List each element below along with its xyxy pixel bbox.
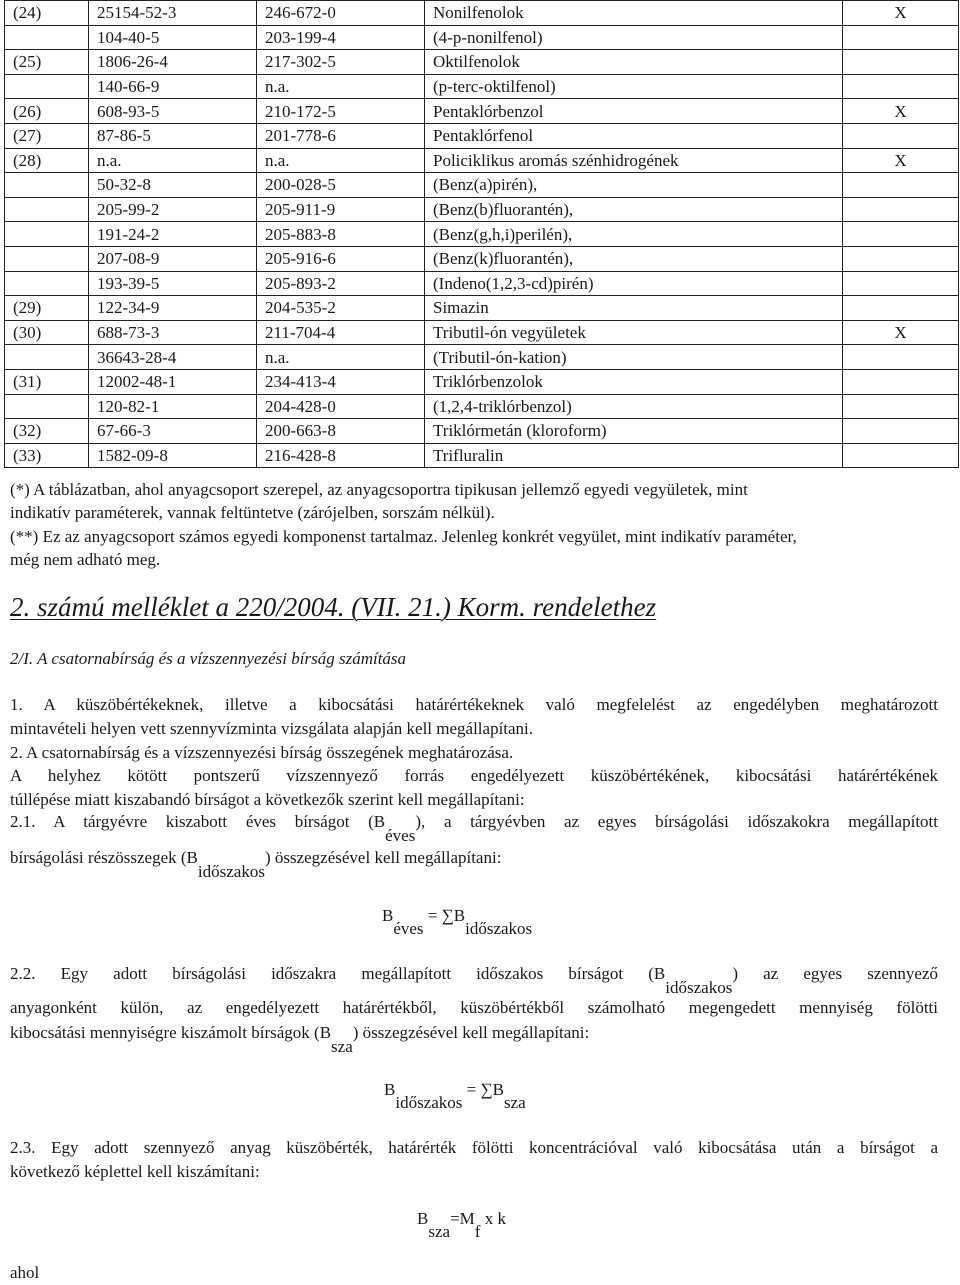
paragraph-2-3-line-2: következő képlettel kell kiszámítani: (10, 1161, 260, 1181)
priority-mark-cell (843, 345, 959, 370)
row-number-cell (5, 345, 89, 370)
row-number-cell (5, 74, 89, 99)
substance-name-cell: (p-terc-oktilfenol) (425, 74, 843, 99)
paragraph-2-2-text-d: ) összegzésével kell megállapítani: (352, 1023, 590, 1042)
eu-number-cell: 217-302-5 (257, 50, 425, 75)
cas-number-cell: 87-86-5 (89, 123, 257, 148)
eu-number-cell: 204-428-0 (257, 394, 425, 419)
formula-1-equals-sum: = ∑B (427, 906, 466, 925)
priority-mark-cell: X (843, 99, 959, 124)
substance-name-cell: Trifluralin (425, 443, 843, 468)
table-row (5, 419, 959, 444)
table-row (5, 74, 959, 99)
substance-name-cell: Simazin (425, 296, 843, 321)
priority-mark-cell (843, 443, 959, 468)
footnote-1-line-1: (*) A táblázatban, ahol anyagcsoport szerepel, az anyagcsoportra tipikusan jellemző egyedi vegyületek, mint (10, 480, 748, 499)
eu-number-cell: n.a. (257, 345, 425, 370)
paragraph-2-1-line-1 (10, 810, 938, 845)
paragraph-2-1-justified (10, 810, 938, 845)
paragraph-2-2-line-2 (10, 996, 938, 1020)
formula-b-idoszakos (384, 1080, 526, 1112)
priority-mark-cell (843, 50, 959, 75)
formula-2-equals-sum: = ∑B (466, 1080, 504, 1099)
table-row (5, 1, 959, 26)
b-sza-subscript: sza (331, 1037, 353, 1056)
eu-number-cell: 200-028-5 (257, 173, 425, 198)
table-row (5, 50, 959, 75)
cas-number-cell: 67-66-3 (89, 419, 257, 444)
eu-number-cell: 205-911-9 (257, 197, 425, 222)
cas-number-cell: 140-66-9 (89, 74, 257, 99)
cas-number-cell: 207-08-9 (89, 246, 257, 271)
row-number-cell: (27) (5, 123, 89, 148)
table-row (5, 443, 959, 468)
eu-number-cell: 205-916-6 (257, 246, 425, 271)
table-row (5, 25, 959, 50)
eu-number-cell: 246-672-0 (257, 1, 425, 26)
formula-2-subscript: időszakos (395, 1093, 463, 1112)
eu-number-cell: 203-199-4 (257, 25, 425, 50)
row-number-cell (5, 271, 89, 296)
substance-name-cell: Policiklikus aromás szénhidrogének (425, 148, 843, 173)
eu-number-cell: 210-172-5 (257, 99, 425, 124)
cas-number-cell: 50-32-8 (89, 173, 257, 198)
footnote-1-line-2: indikatív paraméterek, vannak feltüntetve (zárójelben, sorszám nélkül). (10, 503, 495, 522)
table-row (5, 173, 959, 198)
priority-mark-cell: X (843, 1, 959, 26)
table-row (5, 320, 959, 345)
paragraph-1 (10, 693, 938, 740)
paragraph-2-2-text-b: ) az egyes szennyező (732, 964, 938, 983)
footnote-1 (10, 478, 940, 524)
row-number-cell (5, 197, 89, 222)
eu-number-cell: 204-535-2 (257, 296, 425, 321)
row-number-cell: (28) (5, 148, 89, 173)
row-number-cell: (33) (5, 443, 89, 468)
cas-number-cell: 688-73-3 (89, 320, 257, 345)
substance-name-cell: Triklórmetán (kloroform) (425, 419, 843, 444)
substance-name-cell: Pentaklórbenzol (425, 99, 843, 124)
eu-number-cell: 205-893-2 (257, 271, 425, 296)
table-row (5, 345, 959, 370)
table-row (5, 99, 959, 124)
row-number-cell (5, 173, 89, 198)
cas-number-cell: 25154-52-3 (89, 1, 257, 26)
priority-mark-cell (843, 197, 959, 222)
row-number-cell: (29) (5, 296, 89, 321)
substance-name-cell: (1,2,4-triklórbenzol) (425, 394, 843, 419)
priority-mark-cell: X (843, 320, 959, 345)
eu-number-cell: n.a. (257, 74, 425, 99)
table-row (5, 148, 959, 173)
priority-mark-cell (843, 369, 959, 394)
row-number-cell (5, 394, 89, 419)
table-row (5, 123, 959, 148)
table-row (5, 394, 959, 419)
row-number-cell: (25) (5, 50, 89, 75)
paragraph-2-1-text-c: bírságolási részösszegek (B (10, 848, 198, 867)
row-number-cell: (32) (5, 419, 89, 444)
row-number-cell (5, 246, 89, 271)
paragraph-2-1-text-d: ) összegzésével kell megállapítani: (264, 848, 502, 867)
cas-number-cell: 120-82-1 (89, 394, 257, 419)
footnote-2-line-1: (**) Ez az anyagcsoport számos egyedi komponenst tartalmaz. Jelenleg konkrét vegyület, mint indikatív paraméter, (10, 527, 797, 546)
formula-3-subscript: sza (428, 1222, 451, 1241)
eu-number-cell: 200-663-8 (257, 419, 425, 444)
paragraph-2-3-line-1: 2.3. Egy adott szennyező anyag küszöbérték, határérték fölötti koncentrációval való kibocsátása után a bírságot a (10, 1138, 938, 1157)
paragraph-2-2-line-3 (10, 1021, 938, 1056)
cas-number-cell: 205-99-2 (89, 197, 257, 222)
eu-number-cell: 211-704-4 (257, 320, 425, 345)
priority-mark-cell (843, 222, 959, 247)
cas-number-cell: 36643-28-4 (89, 345, 257, 370)
paragraph-2-3 (10, 1136, 938, 1183)
substance-name-cell: (4-p-nonilfenol) (425, 25, 843, 50)
eu-number-cell: 201-778-6 (257, 123, 425, 148)
priority-mark-cell (843, 25, 959, 50)
row-number-cell: (30) (5, 320, 89, 345)
substance-name-cell: Pentaklórfenol (425, 123, 843, 148)
eu-number-cell: 216-428-8 (257, 443, 425, 468)
b-idoszakos-subscript: időszakos (197, 862, 265, 881)
row-number-cell (5, 222, 89, 247)
cas-number-cell: 193-39-5 (89, 271, 257, 296)
formula-2-symbol: B (384, 1080, 396, 1099)
cas-number-cell: 12002-48-1 (89, 369, 257, 394)
paragraph-2-2-text-line-2: anyagonként külön, az engedélyezett határértékből, küszöbértékből számolható megengedett mennyiség fölötti (10, 998, 938, 1017)
formula-3-symbol: B (417, 1209, 429, 1228)
paragraph-3-line-1: A helyhez kötött pontszerű vízszennyező forrás engedélyezett küszöbértékének, kibocsátási határértékének (10, 766, 938, 785)
substance-name-cell: Triklórbenzolok (425, 369, 843, 394)
substance-table-body (5, 1, 959, 468)
paragraph-2-2-justified (10, 962, 938, 997)
priority-mark-cell (843, 123, 959, 148)
table-row (5, 197, 959, 222)
row-number-cell: (26) (5, 99, 89, 124)
cas-number-cell: 608-93-5 (89, 99, 257, 124)
footnote-2 (10, 525, 940, 571)
formula-1-subscript-2: időszakos (465, 919, 533, 938)
formula-3-equals-m: =M (450, 1209, 475, 1228)
priority-mark-cell: X (843, 148, 959, 173)
formula-2-subscript-2: sza (503, 1093, 526, 1112)
eu-number-cell: 205-883-8 (257, 222, 425, 247)
formula-3-subscript-2: f (474, 1222, 481, 1241)
substance-name-cell: (Benz(a)pirén), (425, 173, 843, 198)
formula-b-eves (382, 906, 533, 938)
ahol-label: ahol (10, 1263, 40, 1282)
substance-name-cell: Oktilfenolok (425, 50, 843, 75)
priority-mark-cell (843, 74, 959, 99)
row-number-cell: (24) (5, 1, 89, 26)
formula-1-subscript: éves (393, 919, 424, 938)
paragraph-2-2-text-a: 2.2. Egy adott bírságolási időszakra megállapított időszakos bírságot (B (10, 964, 666, 983)
paragraph-2-2-text-c: kibocsátási mennyiségre kiszámolt bírságok (B (10, 1023, 332, 1042)
cas-number-cell: n.a. (89, 148, 257, 173)
table-row (5, 271, 959, 296)
eu-number-cell: 234-413-4 (257, 369, 425, 394)
priority-mark-cell (843, 173, 959, 198)
formula-3-tail: x k (484, 1209, 506, 1228)
footnote-2-line-2: még nem adható meg. (10, 550, 161, 569)
priority-mark-cell (843, 419, 959, 444)
formula-b-sza (417, 1209, 506, 1241)
paragraph-2-1-line-2 (10, 846, 938, 881)
b-eves-subscript: éves (385, 826, 416, 845)
paragraph-1-line-2: mintavételi helyen vett szennyvízminta vizsgálata alapján kell megállapítani. (10, 718, 534, 738)
cas-number-cell: 122-34-9 (89, 296, 257, 321)
substance-name-cell: (Benz(k)fluorantén), (425, 246, 843, 271)
substance-table (4, 0, 959, 468)
table-row (5, 369, 959, 394)
substance-name-cell: (Indeno(1,2,3-cd)pirén) (425, 271, 843, 296)
paragraph-3 (10, 764, 938, 811)
paragraph-2-2-line-1 (10, 962, 938, 997)
section-title: 2/I. A csatornabírság és a vízszennyezési bírság számítása (10, 649, 407, 668)
priority-mark-cell (843, 246, 959, 271)
cas-number-cell: 1806-26-4 (89, 50, 257, 75)
cas-number-cell: 1582-09-8 (89, 443, 257, 468)
annex-title: 2. számú melléklet a 220/2004. (VII. 21.) Korm. rendelethez (10, 592, 657, 622)
row-number-cell: (31) (5, 369, 89, 394)
b-idoszakos-subscript-2: időszakos (665, 978, 733, 997)
paragraph-3-line-2: túllépése miatt kiszabandó bírságot a következők szerint kell megállapítani: (10, 789, 525, 809)
paragraph-2: 2. A csatornabírság és a vízszennyezési bírság összegének meghatározása. (10, 743, 514, 762)
cas-number-cell: 104-40-5 (89, 25, 257, 50)
table-row (5, 222, 959, 247)
table-row (5, 246, 959, 271)
row-number-cell (5, 25, 89, 50)
substance-name-cell: (Benz(g,h,i)perilén), (425, 222, 843, 247)
substance-name-cell: Tributil-ón vegyületek (425, 320, 843, 345)
priority-mark-cell (843, 271, 959, 296)
priority-mark-cell (843, 394, 959, 419)
paragraph-1-line-1: 1. A küszöbértékeknek, illetve a kibocsátási határértékeknek való megfelelést az engedélyben meghatározott (10, 695, 938, 714)
substance-name-cell: Nonilfenolok (425, 1, 843, 26)
substance-name-cell: (Tributil-ón-kation) (425, 345, 843, 370)
formula-1-symbol: B (382, 906, 394, 925)
substance-name-cell: (Benz(b)fluorantén), (425, 197, 843, 222)
cas-number-cell: 191-24-2 (89, 222, 257, 247)
eu-number-cell: n.a. (257, 148, 425, 173)
priority-mark-cell (843, 296, 959, 321)
paragraph-2-1-text-b: ), a tárgyévben az egyes bírságolási időszakokra megállapított (415, 812, 938, 831)
paragraph-2-1-text-a: 2.1. A tárgyévre kiszabott éves bírságot (B (10, 812, 386, 831)
table-row (5, 296, 959, 321)
